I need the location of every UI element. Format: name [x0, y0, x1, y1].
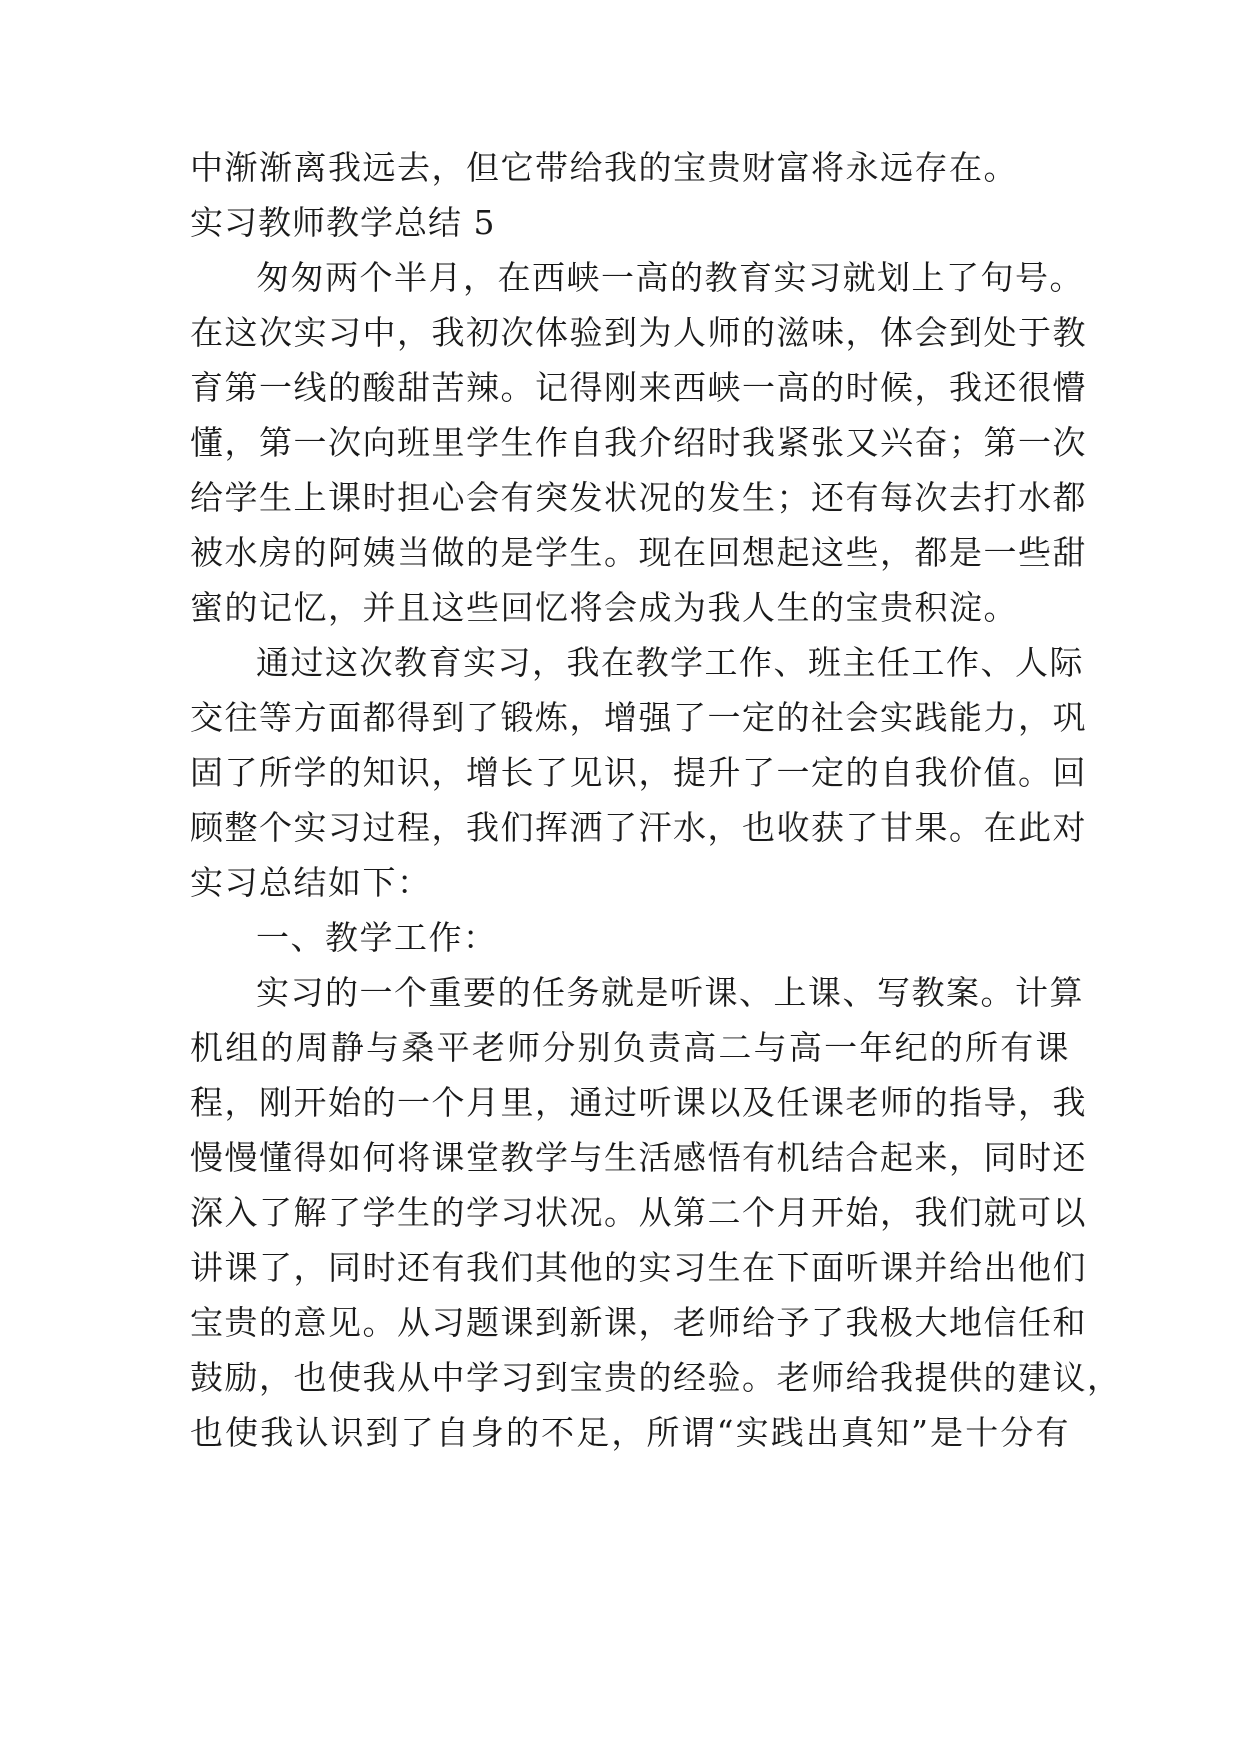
- text-line: 实习的一个重要的任务就是听课、上课、写教案。计算: [256, 973, 1084, 1012]
- text-line: 机组的周静与桑平老师分别负责高二与高一年纪的所有课: [190, 1028, 1070, 1067]
- text-line: 鼓励，也使我从中学习到宝贵的经验。老师给我提供的建议，: [190, 1358, 1122, 1397]
- text-line: 顾整个实习过程，我们挥洒了汗水，也收获了甘果。在此对: [190, 808, 1087, 847]
- text-line: 蜜的记忆，并且这些回忆将会成为我人生的宝贵积淀。: [190, 588, 1018, 627]
- text-line: 中渐渐离我远去，但它带给我的宝贵财富将永远存在。: [190, 148, 1018, 187]
- text-line: 在这次实习中，我初次体验到为人师的滋味，体会到处于教: [190, 313, 1087, 352]
- text-line: 程，刚开始的一个月里，通过听课以及任课老师的指导，我: [190, 1083, 1087, 1122]
- text-line: 深入了解了学生的学习状况。从第二个月开始，我们就可以: [190, 1193, 1087, 1232]
- text-line: 通过这次教育实习，我在教学工作、班主任工作、人际: [256, 643, 1084, 682]
- text-line: 讲课了，同时还有我们其他的实习生在下面听课并给出他们: [190, 1248, 1087, 1287]
- text-line: 也使我认识到了自身的不足，所谓“实践出真知”是十分有: [190, 1413, 1070, 1452]
- text-line: 被水房的阿姨当做的是学生。现在回想起这些，都是一些甜: [190, 533, 1087, 572]
- section-heading: 实习教师教学总结 5: [190, 203, 496, 242]
- text-line: 慢慢懂得如何将课堂教学与生活感悟有机结合起来，同时还: [190, 1138, 1087, 1177]
- subsection-heading: 一、教学工作：: [256, 918, 498, 957]
- text-line: 育第一线的酸甜苦辣。记得刚来西峡一高的时候，我还很懵: [190, 368, 1087, 407]
- text-line: 匆匆两个半月，在西峡一高的教育实习就划上了句号。: [256, 258, 1084, 297]
- text-line: 实习总结如下：: [190, 863, 432, 902]
- text-line: 给学生上课时担心会有突发状况的发生；还有每次去打水都: [190, 478, 1087, 517]
- text-line: 宝贵的意见。从习题课到新课，老师给予了我极大地信任和: [190, 1303, 1087, 1342]
- text-line: 固了所学的知识，增长了见识，提升了一定的自我价值。回: [190, 753, 1087, 792]
- text-line: 交往等方面都得到了锻炼，增强了一定的社会实践能力，巩: [190, 698, 1087, 737]
- text-line: 懂，第一次向班里学生作自我介绍时我紧张又兴奋；第一次: [190, 423, 1087, 462]
